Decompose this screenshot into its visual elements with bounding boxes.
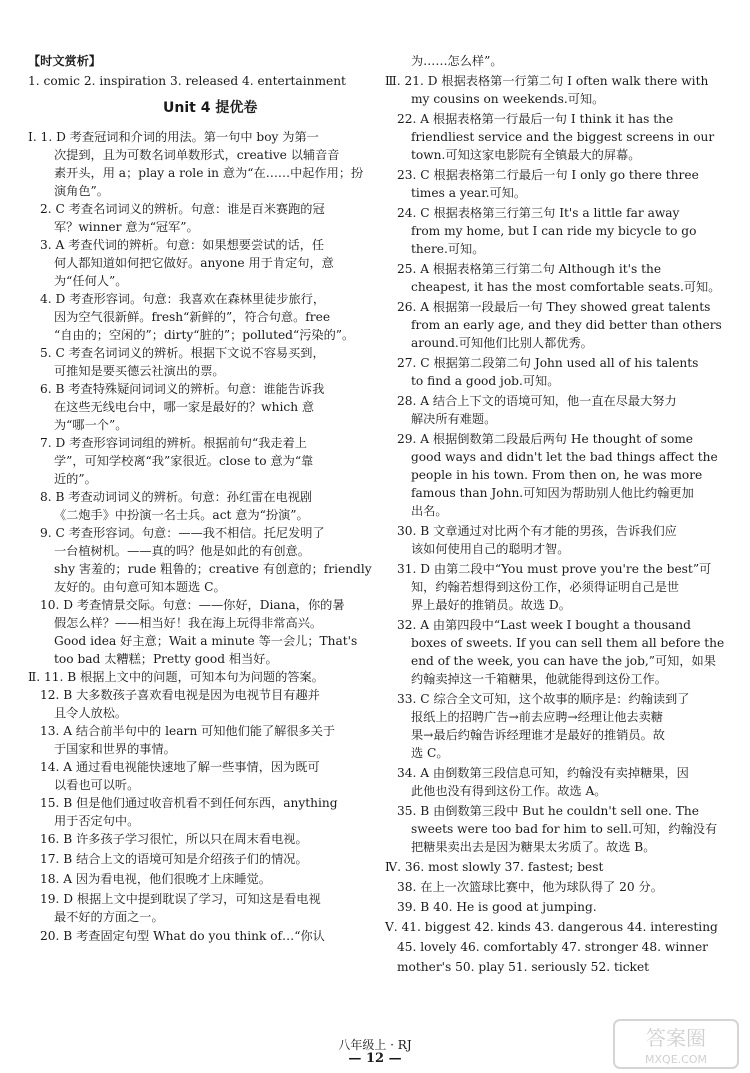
answer-line: boxes of sweets. If you can sell them all before the [411,636,725,650]
answer-line: 果→最后约翰告诉经理谁才是最好的推销员。故 [411,728,665,742]
answer-line: 33. C 综合全文可知，这个故事的顺序是：约翰读到了 [397,692,690,706]
answer-line: 学”，可知学校离“我”家很近。close to 意为“靠 [54,454,314,468]
answer-line: famous than John.可知因为帮助别人他比约翰更加 [411,486,694,500]
answer-line: 23. C 根据表格第二行最后一句 I only go there three [397,168,699,182]
answer-line: 以看也可以听。 [54,778,140,792]
answer-line: 35. B 由倒数第三段中 But he couldn't sell one. The [397,804,699,818]
answer-line: 为“任何人”。 [54,274,128,288]
answer-line: 友好的。由句意可知本题选 C。 [54,580,226,594]
answer-line: 38. 在上一次篮球比赛中，他为球队得了 20 分。 [397,880,663,894]
answer-line: Ⅴ. 41. biggest 42. kinds 43. dangerous 44. interesting [385,920,718,934]
answer-line: 13. A 结合前半句中的 learn 可知他们能了解很多关于 [40,724,336,738]
answer-line: 此他也没有得到这份工作。故选 A。 [411,784,607,798]
answer-line: Good idea 好主意；Wait a minute 等一会儿；That's [54,634,358,648]
answer-line: 32. A 由第四段中“Last week I bought a thousand [397,618,691,632]
answer-line: 报纸上的招聘广告→前去应聘→经理让他去卖糖 [411,710,663,724]
answer-line: 1. comic 2. inspiration 3. released 4. entertainment [28,74,346,88]
answer-line: 6. B 考查特殊疑问词词义的辨析。句意：谁能告诉我 [40,382,325,396]
answer-line: cheapest, it has the most comfortable seats.可知。 [411,280,721,294]
watermark-sub: MXQE.COM [645,1053,707,1066]
answer-line: 把糖果卖出去是因为糖果太劣质了。故选 B。 [411,840,656,854]
answer-line: 因为空气很新鲜。fresh“新鲜的”，符合句意。free [54,310,331,324]
answer-line: 且令人放松。 [54,706,128,720]
answer-line: 8. B 考查动词词义的辨析。句意：孙红雷在电视剧 [40,490,313,504]
answer-line: 16. B 许多孩子学习很忙，所以只在周末看电视。 [40,832,308,846]
answer-line: 界上最好的推销员。故选 D。 [411,598,571,612]
watermark-text: 答案圈 [646,1026,706,1050]
answer-line: 《二炮手》中扮演一名士兵。act 意为“扮演”。 [54,508,309,522]
answer-line: 近的”。 [54,472,97,486]
answer-line: “自由的；空闲的”；dirty“脏的”；polluted“污染的”。 [54,328,355,342]
answer-line: 5. C 考查名词词义的辨析。根据下文说不容易买到， [40,346,325,360]
answer-line: 何人都知道如何把它做好。anyone 用于肯定句，意 [54,256,334,270]
answer-line: 军？winner 意为“冠军”。 [54,220,199,234]
answer-line: 26. A 根据第一段最后一句 They showed great talents [397,300,711,314]
answer-line: end of the week, you can have the job,”可知，如果 [411,654,716,668]
answer-line: 素开头，用 a；play a role in 意为“在……中起作用；扮 [54,166,364,180]
answer-line: too bad 太糟糕；Pretty good 相当好。 [54,652,278,666]
answer-line: Ⅱ. 11. B 根据上文中的问题，可知本句为问题的答案。 [28,670,324,684]
answer-line: 4. D 考查形容词。句意：我喜欢在森林里徒步旅行， [40,292,326,306]
answer-line: from my home, but I can ride my bicycle to go [411,224,697,238]
answer-line: mother's 50. play 51. seriously 52. ticket [397,960,650,974]
answer-line: 12. B 大多数孩子喜欢看电视是因为电视节目有趣并 [40,688,320,702]
answer-line: 选 C。 [411,746,449,760]
answer-line: 解决所有难题。 [411,412,497,426]
answer-line: 24. C 根据表格第三行第三句 It's a little far away [397,206,680,220]
answer-line: 31. D 由第二段中“You must prove you're the best”可 [397,562,712,576]
answer-line: 15. B 但是他们通过收音机看不到任何东西，anything [40,796,338,810]
answer-line: shy 害羞的；rude 粗鲁的；creative 有创意的；friendly [54,562,372,576]
answer-line: 9. C 考查形容词。句意：——我不相信。托尼发明了 [40,526,325,540]
answer-line: 22. A 根据表格第一行最后一句 I think it has the [397,112,674,126]
answer-line: 3. A 考查代词的辨析。句意：如果想要尝试的话，任 [40,238,325,252]
answer-line: 一台植树机。——真的吗？他是如此的有创意。 [54,544,310,558]
answer-line: Ⅰ. 1. D 考查冠词和介词的用法。第一句中 boy 为第一 [28,130,319,144]
answer-line: 在这些无线电台中，哪一家是最好的？which 意 [54,400,315,414]
answer-line: 假怎么样？——相当好！我在海上玩得非常高兴。 [54,616,323,630]
answer-line: town.可知这家电影院有全镇最大的屏幕。 [411,148,641,162]
answer-line: 39. B 40. He is good at jumping. [397,900,597,914]
answer-line: 7. D 考查形容词词组的辨析。根据前句“我走着上 [40,436,307,450]
watermark-logo [612,1018,740,1070]
answer-line: 14. A 通过看电视能快速地了解一些事情，因为既可 [40,760,320,774]
answer-line: 30. B 文章通过对比两个有才能的男孩，告诉我们应 [397,524,677,538]
answer-line: 约翰卖掉这一千箱糖果，他就能得到这份工作。 [411,672,667,686]
answer-line: 45. lovely 46. comfortably 47. stronger 48. winner [397,940,708,954]
answer-line: 为……怎么样”。 [411,54,503,68]
answer-line: 28. A 结合上下文的语境可知，他一直在尽最大努力 [397,394,677,408]
answer-line: 17. B 结合上文的语境可知是介绍孩子们的情况。 [40,852,308,866]
answer-line: to find a good job.可知。 [411,374,560,388]
answer-line: 次提到，且为可数名词单数形式，creative 以辅音音 [54,148,340,162]
answer-line: 知，约翰若想得到这份工作，必须得证明自己是世 [411,580,680,594]
answer-line: 10. D 考查情景交际。句意：——你好，Diana，你的暑 [40,598,345,612]
answer-line: friendliest service and the biggest screens in our [411,130,715,144]
answer-line: 29. A 根据倒数第二段最后两句 He thought of some [397,432,694,446]
footer-grade: 八年级上 · RJ [338,1038,412,1052]
section-title: Unit 4 提优卷 [163,100,258,116]
answer-line: 出名。 [411,504,448,518]
page-number: — 12 — [348,1051,402,1066]
answer-line: good ways and didn't let the bad things affect the [411,450,718,464]
answer-line: 18. A 因为看电视，他们很晚才上床睡觉。 [40,872,271,886]
answer-line: 【时文赏析】 [28,54,102,68]
answer-line: people in his town. From then on, he was more [411,468,703,482]
answer-line: there.可知。 [411,242,485,256]
answer-line: Ⅲ. 21. D 根据表格第一行第二句 I often walk there with [385,74,709,88]
answer-line: around.可知他们比别人都优秀。 [411,336,593,350]
answer-line: 27. C 根据第二段第二句 John used all of his talents [397,356,699,370]
answer-line: Ⅳ. 36. most slowly 37. fastest; best [385,860,604,874]
answer-line: 演角色”。 [54,184,109,198]
answer-line: 于国家和世界的事情。 [54,742,176,756]
answer-line: 34. A 由倒数第三段信息可知，约翰没有卖掉糖果，因 [397,766,689,780]
answer-line: 为“哪一个”。 [54,418,128,432]
answer-line: 19. D 根据上文中提到耽误了学习，可知这是看电视 [40,892,321,906]
answer-line: 该如何使用自己的聪明才智。 [411,542,570,556]
answer-line: 可推知是要买德云社演出的票。 [54,364,225,378]
answer-line: 25. A 根据表格第三行第二句 Although it's the [397,262,662,276]
answer-line: 2. C 考查名词词义的辨析。句意：谁是百米赛跑的冠 [40,202,325,216]
answer-line: from an early age, and they did better than others [411,318,722,332]
answer-line: 用于否定句中。 [54,814,140,828]
answer-line: times a year.可知。 [411,186,527,200]
answer-line: 最不好的方面之一。 [54,910,164,924]
answer-line: sweets were too bad for him to sell.可知，约翰没有 [411,822,718,836]
answer-line: 20. B 考查固定句型 What do you think of…“你认 [40,929,325,943]
answer-line: my cousins on weekends.可知。 [411,92,605,106]
